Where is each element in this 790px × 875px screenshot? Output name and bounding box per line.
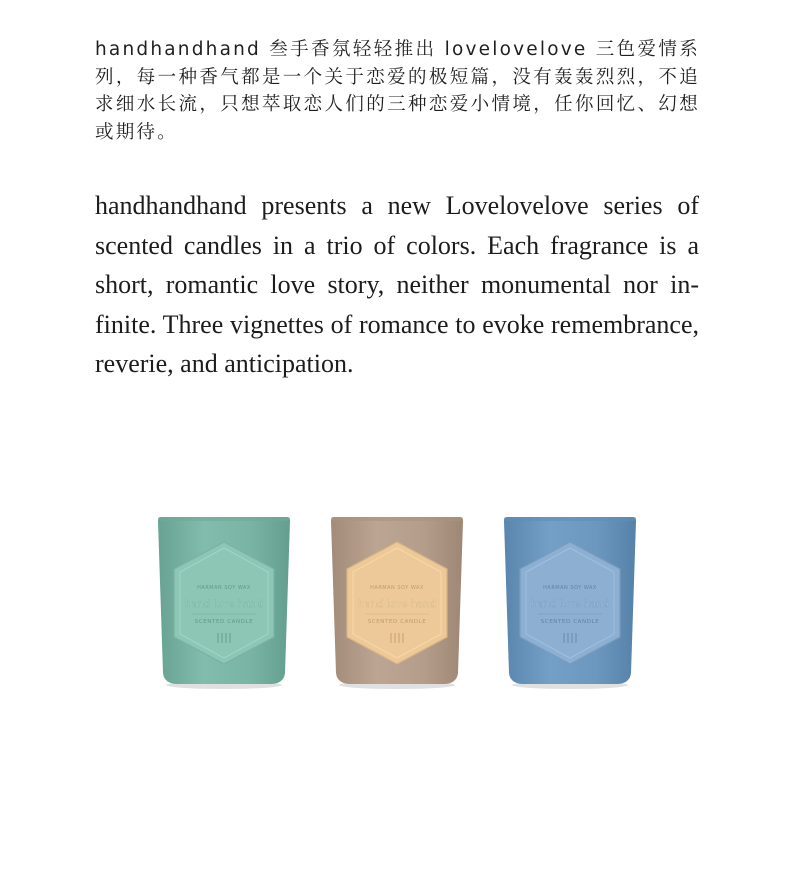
english-description: handhandhand presents a new Lovelovelove series of scented candles in a trio of colors. Each fragrance is a short, romantic love story, neither monumental nor infinite. Three vignettes of romance to evoke remembrance, reverie, and anticipation. [95,191,699,378]
brand-logo-text: hand love hand [358,599,436,610]
label-bottom-text: SCENTED CANDLE [367,619,427,625]
beige-candle [327,515,477,710]
label-top-text: HARMAN SOY WAX [370,585,424,591]
label-top-text: HARMAN SOY WAX [543,585,597,591]
candle-trio-image [0,500,790,700]
label-top-text: HARMAN SOY WAX [197,585,251,591]
chinese-description: handhandhand 叁手香氛轻轻推出 lovelovelove 三色爱情系列，每一种香气都是一个关于恋爱的极短篇，没有轰轰烈烈，不追求细水长流，只想萃取恋人们的三种恋爱小情境，任你回忆、幻想或期待。 [95,39,700,143]
candle-glass [154,515,294,690]
green-candle [154,515,304,710]
label-bottom-text: SCENTED CANDLE [540,619,600,625]
candle-glass [500,515,640,690]
candle-glass [327,515,467,690]
brand-logo-text: hand love hand [185,599,263,610]
label-bottom-text: SCENTED CANDLE [194,619,254,625]
brand-logo-text: hand love hand [531,599,609,610]
blue-candle [500,515,650,710]
